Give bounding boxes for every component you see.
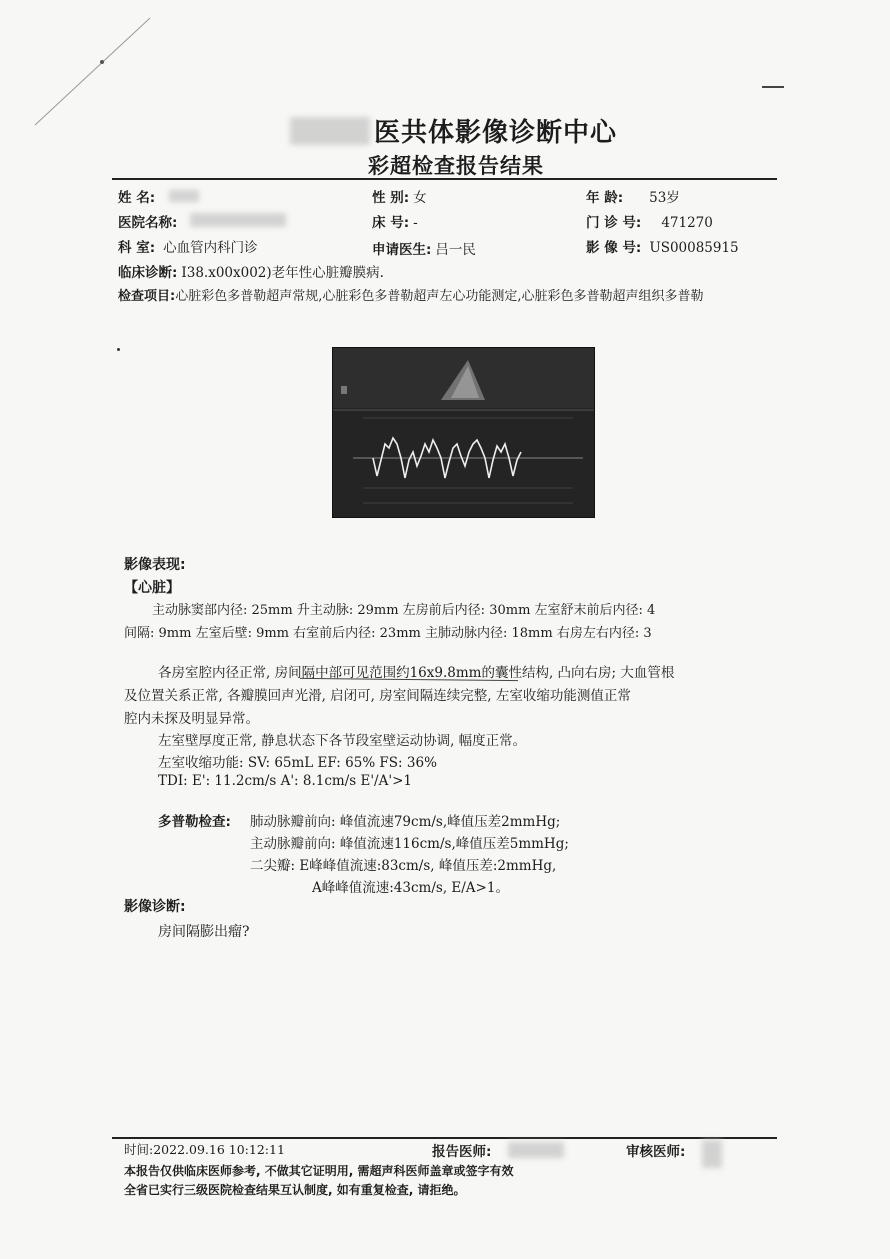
lv-function: 左室收缩功能: SV: 65mL EF: 65% FS: 36%: [158, 755, 437, 771]
image-no-value: US00085915: [649, 240, 739, 256]
bottom-rule: [112, 1137, 777, 1139]
report-subtitle: 彩超检查报告结果: [368, 153, 544, 178]
heart-heading: 【心脏】: [124, 580, 180, 596]
dept-field: [118, 236, 258, 256]
scan-artifact: [30, 10, 160, 130]
name-field: [118, 186, 199, 206]
exam-items-field: [118, 285, 703, 304]
dept-value: 心血管内科门诊: [163, 240, 258, 256]
bed-label: 床 号:: [372, 215, 410, 231]
redacted-hospital: [190, 213, 286, 227]
footer-note-2: 全省已实行三级医院检查结果互认制度, 如有重复检查, 请拒绝。: [124, 1183, 466, 1197]
age-field: [586, 186, 680, 206]
doppler-line-4: A峰峰值流速:43cm/s, E/A>1。: [312, 880, 509, 896]
gender-label: 性 别:: [372, 190, 410, 206]
corner-mark: [762, 86, 784, 88]
outpatient-field: [586, 211, 713, 231]
redacted-reviewer-signature: [702, 1140, 722, 1168]
tdi-values: TDI: E': 11.2cm/s A': 8.1cm/s E'/A'>1: [158, 773, 412, 789]
name-label: 姓 名:: [118, 190, 156, 206]
title-text: 医共体影像诊断中心: [374, 118, 618, 148]
outpatient-value: 471270: [661, 215, 713, 231]
report-title: [290, 112, 620, 149]
diagnosis-text: 房间隔膨出瘤?: [158, 924, 250, 940]
finding-para1-line2: 及位置关系正常, 各瓣膜回声光滑, 启闭可, 房室间隔连续完整, 左室收缩功能测值正常: [124, 688, 631, 704]
clinical-diagnosis-label: 临床诊断:: [118, 265, 178, 281]
measurement-line-1: 主动脉窦部内径: 25mm 升主动脉: 29mm 左房前后内径: 30mm 左室舒末前后内径: 4: [152, 603, 656, 618]
clinical-diagnosis-field: [118, 261, 384, 281]
doppler-line-1: 肺动脉瓣前向: 峰值流速79cm/s,峰值压差2mmHg;: [250, 814, 561, 830]
redacted-hospital-name: [290, 117, 370, 145]
finding-para1-line3: 腔内未探及明显异常。: [124, 711, 259, 727]
clinical-diagnosis-value: I38.x00x002)老年性心脏瓣膜病.: [181, 265, 384, 281]
age-label: 年 龄:: [586, 190, 624, 206]
report-time: 时间:2022.09.16 10:12:11: [124, 1142, 285, 1157]
redacted-reporter-signature: [508, 1142, 564, 1158]
doctor-label: 申请医生:: [372, 242, 432, 258]
gender-field: [372, 186, 427, 206]
doctor-value: 吕一民: [435, 242, 476, 258]
footer-note-1: 本报告仅供临床医师参考, 不做其它证明用, 需超声科医师盖章或签字有效: [124, 1164, 514, 1178]
hospital-field: [118, 211, 286, 231]
doppler-line-3: 二尖瓣: E峰峰值流速:83cm/s, 峰值压差:2mmHg,: [250, 858, 557, 874]
bed-field: [372, 211, 418, 231]
hospital-label: 医院名称:: [118, 215, 178, 231]
reporter-label: 报告医师:: [432, 1144, 492, 1160]
doppler-label: 多普勒检查:: [158, 814, 231, 830]
ultrasound-image: [332, 347, 595, 518]
reviewer-label: 审核医师:: [626, 1144, 686, 1160]
diagnosis-heading: 影像诊断:: [124, 899, 186, 915]
doppler-trace-graphic: [333, 348, 595, 518]
doctor-field: [372, 238, 476, 258]
measurement-line-2: 间隔: 9mm 左室后壁: 9mm 右室前后内径: 23mm 主肺动脉内径: 18mm 右房左右内径: 3: [124, 626, 652, 641]
top-rule: [112, 178, 777, 180]
findings-heading: 影像表现:: [124, 557, 186, 573]
dept-label: 科 室:: [118, 240, 156, 256]
doppler-line-2: 主动脉瓣前向: 峰值流速116cm/s,峰值压差5mmHg;: [250, 836, 569, 852]
exam-items-label: 检查项目:: [118, 289, 176, 304]
redacted-name: [169, 190, 199, 202]
bed-value: -: [413, 215, 418, 231]
finding-para1-line1: 各房室腔内径正常, 房间隔中部可见范围约16x9.8mm的囊性结构, 凸向右房; 大血管根: [158, 665, 675, 681]
finding-para2: 左室壁厚度正常, 静息状态下各节段室壁运动协调, 幅度正常。: [158, 733, 527, 749]
speck: [117, 348, 120, 351]
outpatient-label: 门 诊 号:: [586, 215, 642, 231]
image-no-field: [586, 236, 739, 256]
exam-items-value: 心脏彩色多普勒超声常规,心脏彩色多普勒超声左心功能测定,心脏彩色多普勒超声组织多普勒: [175, 289, 704, 304]
gender-value: 女: [413, 190, 427, 206]
age-value: 53岁: [649, 190, 680, 206]
image-no-label: 影 像 号:: [586, 240, 642, 256]
